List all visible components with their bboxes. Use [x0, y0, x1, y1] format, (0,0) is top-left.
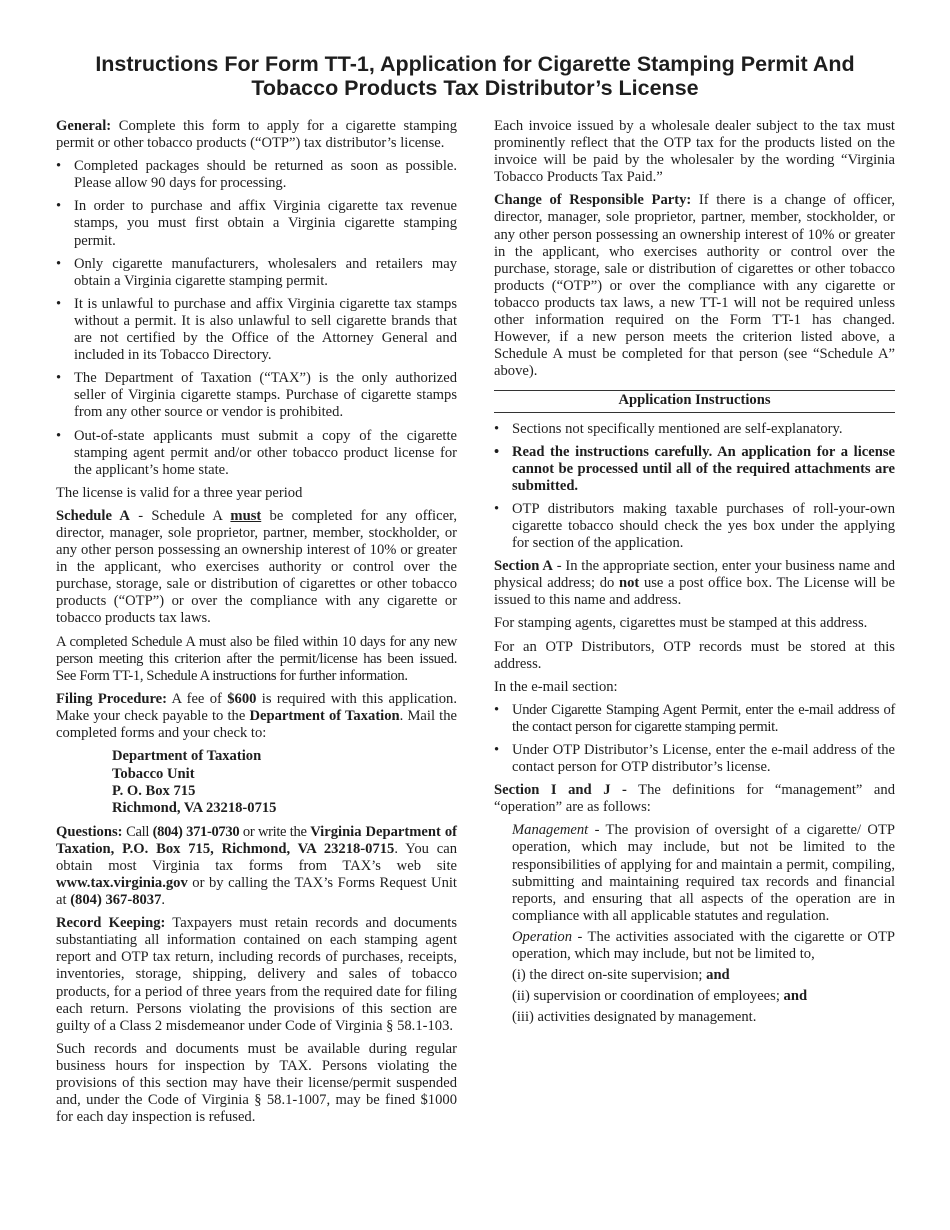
filing-text-1: A fee of: [167, 690, 228, 707]
change-text: If there is a change of officer, director, manager, sole proprietor, partner, member, stockholder, or any other person possessing an ownership interest of 10% or greater in the applicant, who exercises authority or control over the purchase, storage, sale or distribution of cigarettes or other tobacco products (“OTP”) or over the compliance with any cigarette or tobacco products tax laws, a new TT-1 will not be required unless other information required on the Form TT-1 has changed. However, if a new person meets the criterion listed above, a Schedule A must be completed for that person (see “Schedule A” above).: [494, 192, 895, 380]
operation-item-and: and: [783, 988, 808, 1005]
email-bullet: • Under OTP Distributor’s License, enter the e-mail address of the contact person for OTP distributor’s license.: [494, 742, 895, 776]
general-bullet: • In order to purchase and affix Virginia cigarette tax revenue stamps, you must first obtain a Virginia cigarette stamping permit.: [56, 198, 457, 249]
general-bullet: • Only cigarette manufacturers, wholesalers and retailers may obtain a Virginia cigarette stamping permit.: [56, 256, 457, 290]
filing-label: Filing Procedure:: [56, 690, 167, 707]
schedule-a-paragraph: [56, 508, 457, 628]
filing-dept: Department of Taxation: [249, 707, 400, 724]
left-column: [56, 118, 457, 1132]
operation-item: [512, 1009, 895, 1026]
application-bullet: • Sections not specifically mentioned are self-explanatory.: [494, 421, 895, 438]
title-line-1: Instructions For Form TT-1, Application for Cigarette Stamping Permit And: [95, 52, 855, 76]
otp-distributors-text: For an OTP Distributors, OTP records must be stored at this address.: [494, 638, 895, 672]
schedule-a-pre: - Schedule A: [129, 507, 231, 524]
mailing-address: [112, 748, 457, 818]
schedule-a-completed-text: A completed Schedule A must also be filed within 10 days for any new person meeting this criterion after the permit/license has been issued. See Form TT-1, Schedule A instructions for further information.: [56, 633, 457, 684]
management-label: Management: [512, 822, 589, 839]
section-a-paragraph: [494, 558, 895, 609]
section-a-label: Section A: [494, 558, 553, 575]
right-column: [494, 118, 895, 1030]
page-title: [40, 52, 910, 100]
questions-phone: (804) 371-0730: [152, 823, 240, 840]
operation-item: [512, 988, 895, 1005]
general-bullet: • Out-of-state applicants must submit a copy of the cigarette stamping agent permit and/or other tobacco product license for the applicant’s home state.: [56, 428, 457, 479]
filing-fee: $600: [227, 690, 257, 707]
questions-text-2: or write the: [239, 823, 311, 840]
questions-label: Questions:: [56, 823, 123, 840]
general-bullet: • Completed packages should be returned as soon as possible. Please allow 90 days for processing.: [56, 158, 457, 192]
schedule-a-must: must: [230, 507, 262, 524]
change-responsible-party-paragraph: [494, 192, 895, 380]
management-text: - The provision of oversight of a cigarette/ OTP operation, which may include, but not be limited to the responsibilities of applying for and maintain a permit, compiling, submitting and maintaining required tax records and financial reports, and ensuring that all aspects of the operation are in compliance with all applicable statutes and regulation.: [512, 822, 895, 924]
filing-text-2: is required with this application. Make your check payable to the: [56, 690, 457, 724]
operation-item-and: and: [706, 967, 730, 984]
address-line: Richmond, VA 23218-0715: [112, 800, 277, 817]
address-line: P. O. Box 715: [112, 782, 196, 799]
email-bullet: • Under Cigarette Stamping Agent Permit, enter the e-mail address of the contact person for cigarette stamping permit.: [494, 702, 895, 736]
general-text: Complete this form to apply for a cigarette stamping permit or other tobacco products (“OTP”) tax distributor’s license.: [56, 118, 457, 152]
record-keeping-label: Record Keeping:: [56, 915, 166, 932]
operation-item: [512, 967, 895, 984]
operation-label: Operation: [512, 928, 572, 945]
record-keeping-paragraph: [56, 915, 457, 1035]
section-a-text-2: use a post office box. The License will be issued to this name and address.: [494, 575, 895, 609]
change-label: Change of Responsible Party:: [494, 192, 692, 209]
schedule-a-text: be completed for any officer, director, manager, sole proprietor, partner, member, stockholder, or any other person possessing an ownership interest of 10% or greater in the applicant, who exercises authority or control over the purchase, storage, sale or distribution of cigarettes or other tobacco products (“OTP”) or over the compliance with any cigarette or tobacco products tax laws.: [56, 507, 457, 627]
general-paragraph: [56, 118, 457, 152]
questions-text-4: or by calling the TAX’s Forms Request Unit at: [56, 875, 457, 909]
schedule-a-label: Schedule A: [56, 507, 130, 524]
title-line-2: Tobacco Products Tax Distributor’s License: [251, 76, 699, 100]
stamping-agents-text: For stamping agents, cigarettes must be stamped at this address.: [494, 615, 868, 632]
email-bullet-list: [494, 702, 895, 776]
questions-text-3: . You can obtain most Virginia tax forms from TAX’s web site: [56, 840, 457, 874]
questions-text-5: .: [161, 892, 166, 909]
operation-item-text: (ii) supervision or coordination of employees;: [512, 988, 784, 1005]
operation-definition: [512, 929, 895, 963]
application-bullet: • OTP distributors making taxable purchases of roll-your-own cigarette tobacco should check the yes box under the applying for section of the application.: [494, 501, 895, 552]
invoice-paragraph: Each invoice issued by a wholesale dealer subject to the tax must prominently reflect that the OTP tax for the products listed on the invoice will be paid by the wholesaler by the wording “Virginia Tobacco Products Tax Paid.”: [494, 118, 895, 186]
definitions-block: [512, 822, 895, 1026]
questions-address: Virginia Department of Taxation, P.O. Box 715, Richmond, VA 23218-0715: [56, 823, 457, 857]
questions-text-1: Call: [122, 823, 153, 840]
application-instructions-heading: Application Instructions: [494, 390, 895, 412]
address-line: Department of Taxation: [112, 748, 262, 765]
section-ij-text: The definitions for “management” and “operation” are as follows:: [494, 782, 895, 816]
filing-procedure-paragraph: [56, 691, 457, 742]
operation-item-text: (i) the direct on-site supervision;: [512, 967, 707, 984]
forms-request-phone: (804) 367-8037: [70, 892, 162, 909]
questions-paragraph: [56, 824, 457, 909]
address-line: Tobacco Unit: [112, 765, 195, 782]
general-bullet: • It is unlawful to purchase and affix Virginia cigarette tax stamps without a permit. It is also unlawful to sell cigarette brands that are not certified by the Office of the Attorney General and included in its Tobacco Directory.: [56, 296, 457, 364]
application-bullet-list: [494, 421, 895, 553]
license-valid-text: The license is valid for a three year period: [56, 484, 303, 501]
management-definition: [512, 822, 895, 925]
general-bullet-list: [56, 158, 457, 479]
record-keeping-text: Taxpayers must retain records and documents substantiating all information contained on each stamping agent report and OTP tax return, including records of purchases, receipts, inventories, storage, shipping, delivery and sales of tobacco products, for a period of three years from the required date for filing each return. Persons violating the provisions of this section are guilty of a Class 2 misdemeanor under Code of Virginia § 58.1-103.: [56, 915, 457, 1034]
operation-item-text: (iii) activities designated by management.: [512, 1009, 757, 1026]
general-bullet: • The Department of Taxation (“TAX”) is the only authorized seller of Virginia cigarette stamps. Purchase of cigarette stamps from any other source or vendor is prohibited.: [56, 370, 457, 421]
general-label: General:: [56, 118, 112, 134]
section-a-text-1: - In the appropriate section, enter your business name and physical address; do: [494, 558, 896, 592]
application-bullet: • Read the instructions carefully. An application for a license cannot be processed until all of the required attachments are submitted.: [494, 444, 895, 495]
filing-text-3: . Mail the completed forms and your check to:: [56, 707, 457, 741]
operation-text: - The activities associated with the cigarette or OTP operation, which may include, but not be limited to,: [512, 928, 895, 963]
email-section-text: In the e-mail section:: [494, 678, 618, 695]
section-ij-label: Section I and J -: [494, 782, 627, 799]
such-records-paragraph: Such records and documents must be available during regular business hours for inspection by TAX. Persons violating the provisions of this section may have their license/permit suspended and, under the Code of Virginia § 58.1-1007, may be fined $1000 for each day inspection is refused.: [56, 1040, 457, 1126]
section-ij-paragraph: [494, 782, 895, 816]
section-a-not: not: [619, 575, 640, 592]
tax-website-link[interactable]: www.tax.virginia.gov: [56, 875, 188, 891]
